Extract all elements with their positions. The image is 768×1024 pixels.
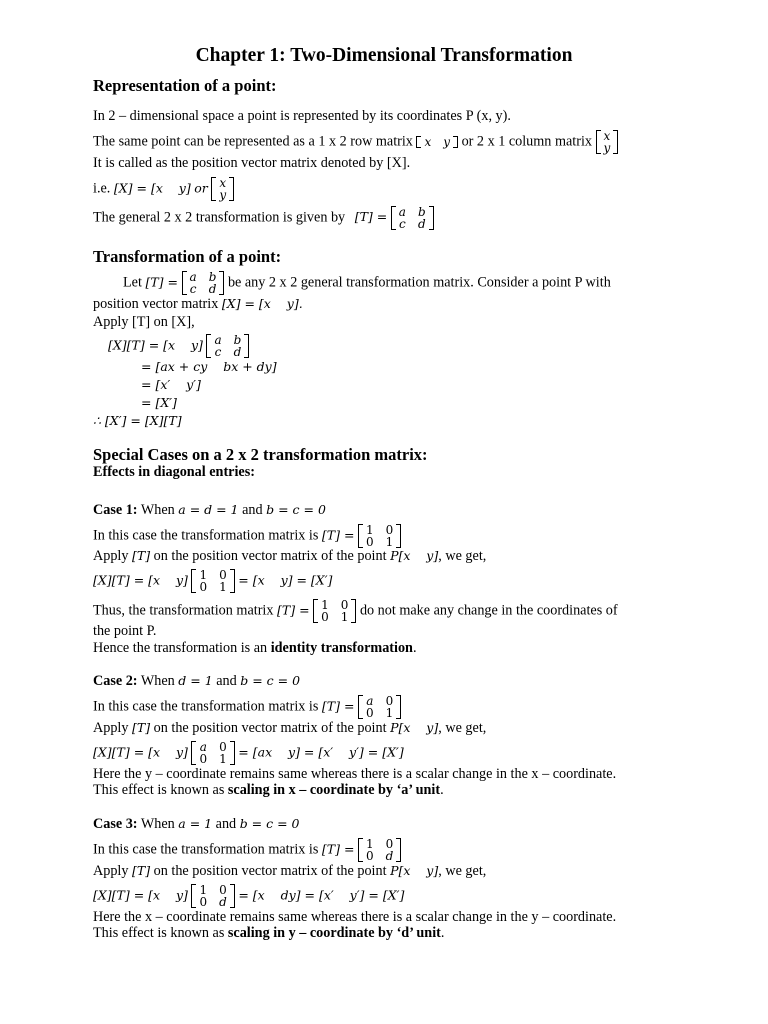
text-span: When bbox=[140, 502, 175, 518]
text-span: When bbox=[140, 816, 175, 832]
matrix-cell: d bbox=[233, 345, 242, 359]
text-span: or 2 x 1 column matrix bbox=[461, 133, 592, 150]
math-expression: [X][T] = [x y] bbox=[93, 744, 188, 760]
text-span: be any 2 x 2 general transformation matrix. Consider a point P with bbox=[227, 274, 611, 291]
text-span: on the position vector matrix of the point bbox=[153, 720, 387, 736]
case-label: Case 2: bbox=[93, 673, 138, 689]
math-expression: P[x y] bbox=[390, 863, 439, 878]
equation-line bbox=[93, 569, 332, 593]
text-span: , we get, bbox=[438, 863, 487, 879]
math-expression: [T] bbox=[132, 863, 151, 878]
matrix-cell: 1 bbox=[321, 598, 329, 612]
scale-y-matrix bbox=[358, 838, 401, 862]
math-expression: = [x dy] = [x′ y′] = [X′] bbox=[238, 887, 405, 903]
text-span: and bbox=[242, 502, 263, 518]
math-expression: d = 1 bbox=[178, 673, 213, 688]
matrix-cell: x bbox=[424, 135, 432, 149]
text-span: When bbox=[140, 673, 175, 689]
matrix-cell: 0 bbox=[321, 610, 329, 624]
text-span: . bbox=[440, 925, 445, 941]
matrix-cell: 1 bbox=[366, 523, 374, 537]
equation-line: = [x′ y′] bbox=[141, 377, 201, 392]
text-line bbox=[93, 130, 618, 154]
matrix-cell: 0 bbox=[219, 740, 227, 754]
math-expression: [X] = [x y]. bbox=[221, 296, 303, 311]
text-line bbox=[93, 719, 486, 737]
text-span: In this case the transformation matrix is bbox=[93, 841, 319, 858]
matrix-cell: 0 bbox=[366, 849, 374, 863]
text-line: In 2 – dimensional space a point is represented by its coordinates P (x, y). bbox=[93, 108, 511, 124]
matrix-cell: c bbox=[399, 217, 406, 231]
text-span: , we get, bbox=[438, 720, 487, 736]
matrix-cell: y bbox=[219, 188, 227, 202]
matrix-cell: 0 bbox=[199, 580, 208, 594]
math-expression: = [x y] = [X′] bbox=[238, 572, 333, 588]
math-expression: [T] = bbox=[321, 527, 355, 543]
text-span: Hence the transformation is an bbox=[93, 640, 268, 656]
text-span: do not make any change in the coordinates of bbox=[359, 602, 618, 619]
matrix-cell: 0 bbox=[385, 523, 394, 537]
matrix-cell: 1 bbox=[199, 568, 208, 582]
text-line bbox=[93, 295, 303, 313]
math-expression: [X][T] = [x y] bbox=[93, 887, 188, 903]
heading-transformation: Transformation of a point: bbox=[93, 247, 282, 266]
case-2-heading bbox=[93, 672, 300, 690]
emphasis: scaling in y – coordinate by ‘d’ unit bbox=[227, 925, 441, 941]
column-matrix bbox=[211, 177, 234, 201]
matrix-cell: x bbox=[219, 176, 227, 190]
text-line bbox=[93, 639, 417, 657]
matrix-cell: 0 bbox=[340, 598, 349, 612]
identity-matrix bbox=[313, 599, 356, 623]
text-line bbox=[93, 781, 444, 799]
matrix-cell: a bbox=[366, 694, 374, 708]
case-1-heading bbox=[93, 501, 326, 519]
matrix-cell: a bbox=[398, 205, 406, 219]
math-expression: [T] = bbox=[277, 602, 310, 618]
equation-line: ∴ [X′] = [X][T] bbox=[93, 413, 182, 428]
math-word: or bbox=[194, 180, 208, 196]
matrix-cell: y bbox=[603, 141, 611, 155]
matrix-cell: 0 bbox=[366, 706, 374, 720]
math-expression: [T] = bbox=[321, 698, 355, 714]
matrix-cell: 1 bbox=[219, 752, 227, 766]
emphasis: identity transformation bbox=[270, 640, 413, 656]
matrix-cell: b bbox=[417, 205, 426, 219]
text-line bbox=[93, 924, 444, 942]
text-span: Apply bbox=[93, 863, 129, 879]
text-line bbox=[93, 695, 401, 719]
equation-line bbox=[108, 334, 249, 358]
text-span: The same point can be represented as a 1 x 2 row matrix bbox=[93, 133, 413, 150]
scale-x-matrix bbox=[191, 741, 234, 765]
matrix-cell: y bbox=[443, 135, 451, 149]
text-span: position vector matrix bbox=[93, 296, 219, 312]
math-expression: [T] bbox=[132, 720, 151, 735]
text-span: and bbox=[216, 673, 237, 689]
equation-line bbox=[93, 884, 404, 908]
matrix-cell: d bbox=[219, 895, 227, 909]
text-span: i.e. bbox=[93, 180, 111, 197]
general-matrix bbox=[391, 206, 434, 230]
matrix-cell: 0 bbox=[199, 895, 208, 909]
case-3-heading bbox=[93, 815, 299, 833]
matrix-cell: d bbox=[385, 849, 394, 863]
text-line bbox=[93, 599, 618, 623]
matrix-cell: c bbox=[189, 282, 197, 296]
math-expression: P[x y] bbox=[390, 548, 439, 563]
general-matrix bbox=[206, 334, 249, 358]
matrix-cell: 1 bbox=[340, 610, 349, 624]
text-line: Apply [T] on [X], bbox=[93, 314, 195, 330]
equation-line bbox=[93, 741, 404, 765]
text-span: Apply bbox=[93, 720, 129, 736]
matrix-cell: 0 bbox=[385, 837, 394, 851]
text-span: Apply bbox=[93, 548, 129, 564]
text-line: It is called as the position vector matrix denoted by [X]. bbox=[93, 155, 411, 171]
matrix-cell: 0 bbox=[219, 568, 227, 582]
identity-matrix bbox=[191, 569, 234, 593]
text-line bbox=[93, 177, 234, 201]
matrix-cell: 1 bbox=[199, 883, 208, 897]
text-span: . bbox=[440, 782, 444, 798]
identity-matrix bbox=[358, 524, 401, 548]
matrix-cell: 1 bbox=[385, 535, 394, 549]
text-span: on the position vector matrix of the point bbox=[153, 548, 387, 564]
math-expression: [X] = [x y] bbox=[113, 180, 191, 196]
text-span: In this case the transformation matrix is bbox=[93, 698, 319, 715]
math-expression: [X][T] = [x y] bbox=[108, 337, 203, 353]
equation-line: = [X′] bbox=[141, 395, 177, 410]
text-line bbox=[93, 547, 486, 565]
text-line: the point P. bbox=[93, 623, 157, 639]
case-label: Case 3: bbox=[93, 816, 138, 832]
math-expression: [X][T] = [x y] bbox=[93, 572, 188, 588]
text-line: The general 2 x 2 transformation is given by [T] = a b c d bbox=[93, 206, 434, 230]
text-span: and bbox=[215, 816, 237, 832]
text-span: Let bbox=[123, 274, 142, 291]
matrix-cell: a bbox=[199, 740, 207, 754]
matrix-cell: 0 bbox=[366, 535, 374, 549]
math-expression: a = 1 bbox=[178, 816, 213, 831]
scale-y-matrix bbox=[191, 884, 234, 908]
text-span: In this case the transformation matrix is bbox=[93, 527, 319, 544]
matrix-cell: a bbox=[189, 270, 197, 284]
text-span: Thus, the transformation matrix bbox=[93, 602, 274, 619]
text-line bbox=[93, 524, 401, 548]
math-expression: b = c = 0 bbox=[240, 673, 301, 688]
text-span: The general 2 x 2 transformation is given by bbox=[93, 209, 346, 226]
text-line bbox=[93, 862, 486, 880]
text-line bbox=[123, 271, 611, 295]
text-line: Here the y – coordinate remains same whereas there is a scalar change in the x – coordinate. bbox=[93, 766, 617, 782]
text-span: This effect is known as bbox=[93, 782, 225, 798]
heading-special-cases: Special Cases on a 2 x 2 transformation matrix: bbox=[93, 445, 428, 464]
row-matrix bbox=[416, 136, 458, 148]
matrix-cell: c bbox=[214, 345, 222, 359]
math-expression: a = d = 1 bbox=[178, 502, 239, 517]
math-expression: b = c = 0 bbox=[266, 502, 326, 517]
math-expression: [T] = bbox=[321, 841, 355, 857]
case-label: Case 1: bbox=[93, 502, 138, 518]
emphasis: scaling in x – coordinate by ‘a’ unit bbox=[227, 782, 441, 798]
math-expression: [T] bbox=[132, 548, 151, 563]
matrix-cell: 0 bbox=[219, 883, 227, 897]
subheading-diagonal: Effects in diagonal entries: bbox=[93, 464, 255, 480]
column-matrix bbox=[596, 130, 619, 154]
matrix-cell: d bbox=[208, 282, 217, 296]
math-expression: [T] = bbox=[145, 274, 178, 290]
matrix-cell: b bbox=[233, 333, 242, 347]
matrix-cell: 1 bbox=[219, 580, 227, 594]
matrix-cell: d bbox=[417, 217, 426, 231]
matrix-cell: 1 bbox=[385, 706, 394, 720]
general-matrix bbox=[182, 271, 225, 295]
matrix-cell: a bbox=[214, 333, 222, 347]
math-expression: = [ax y] = [x′ y′] = [X′] bbox=[238, 744, 404, 760]
math-expression: P[x y] bbox=[390, 720, 439, 735]
text-span: This effect is known as bbox=[93, 925, 225, 941]
equation-line: = [ax + cy bx + dy] bbox=[141, 359, 277, 374]
math-expression: b = c = 0 bbox=[239, 816, 300, 831]
text-line bbox=[93, 838, 401, 862]
matrix-cell: x bbox=[603, 129, 611, 143]
text-span: . bbox=[412, 640, 417, 656]
text-span: on the position vector matrix of the point bbox=[153, 863, 387, 879]
page-title: Chapter 1: Two-Dimensional Transformation bbox=[195, 45, 573, 66]
matrix-cell: 0 bbox=[199, 752, 208, 766]
matrix-cell: 0 bbox=[385, 694, 394, 708]
scale-x-matrix bbox=[358, 695, 401, 719]
matrix-cell: 1 bbox=[366, 837, 374, 851]
text-span: , we get, bbox=[438, 548, 487, 564]
matrix-cell: b bbox=[208, 270, 217, 284]
heading-representation: Representation of a point: bbox=[93, 76, 277, 95]
text-line: Here the x – coordinate remains same whereas there is a scalar change in the y – coordinate. bbox=[93, 909, 617, 925]
